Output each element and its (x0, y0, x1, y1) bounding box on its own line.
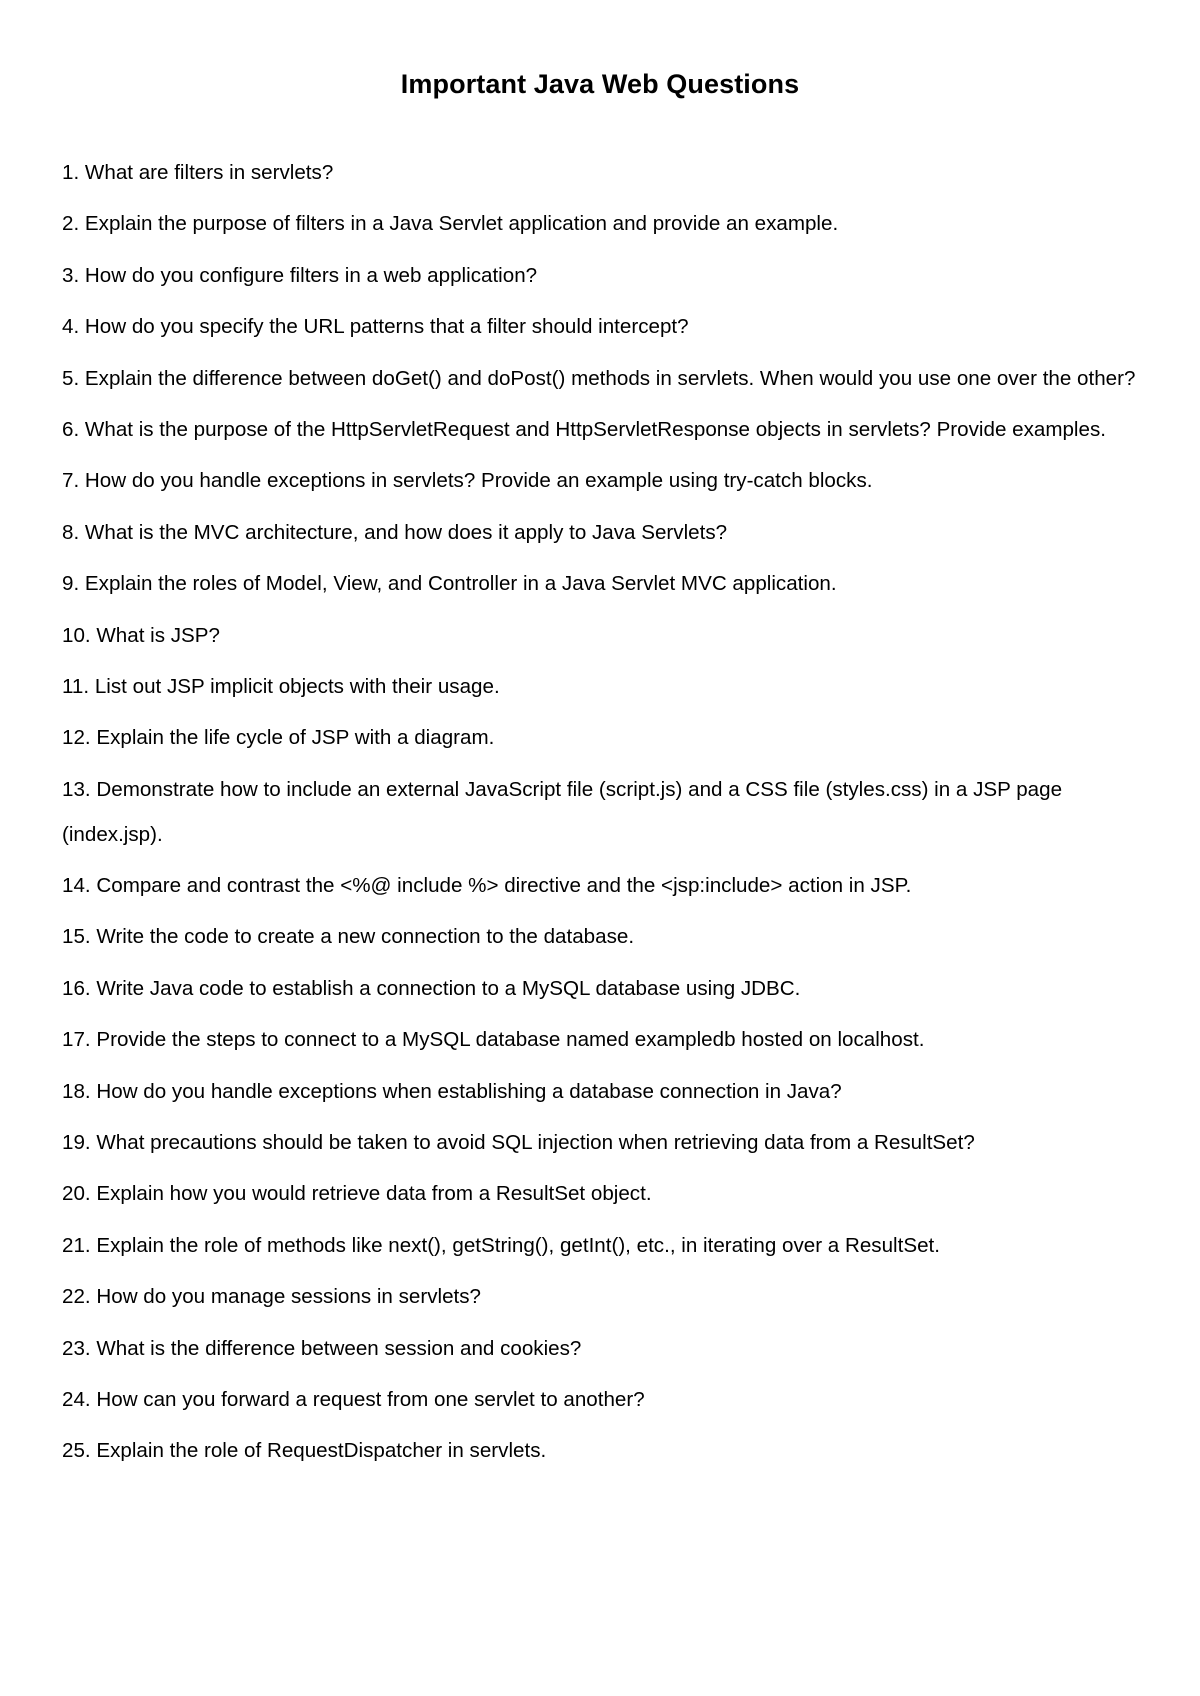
question-item (62, 914, 1142, 959)
question-text: Explain the purpose of filters in a Java Servlet application and provide an example. (84, 212, 839, 236)
question-number: 4. (62, 315, 80, 339)
question-text: What is the difference between session and cookies? (96, 1336, 582, 1360)
question-item (62, 1120, 1142, 1165)
question-item (62, 613, 1142, 658)
question-number: 15. (62, 925, 91, 949)
question-item (62, 253, 1142, 298)
question-text: Explain the life cycle of JSP with a diagram. (96, 726, 495, 750)
question-number: 7. (62, 469, 80, 493)
question-number: 24. (62, 1387, 91, 1411)
question-item (62, 664, 1142, 709)
question-number: 1. (62, 161, 80, 184)
question-item (62, 1017, 1142, 1062)
question-text: How can you forward a request from one servlet to another? (96, 1387, 645, 1411)
question-item (62, 1223, 1142, 1268)
question-item (62, 510, 1142, 555)
question-item (62, 356, 1142, 401)
question-text: Compare and contrast the <%@ include %> directive and the <jsp:include> action in JSP. (96, 874, 912, 898)
question-item (62, 201, 1142, 246)
question-number: 9. (62, 572, 80, 596)
question-number: 10. (62, 623, 91, 647)
question-number: 6. (62, 417, 80, 441)
question-text: How do you handle exceptions in servlets? Provide an example using try-catch blocks. (84, 469, 873, 493)
question-text: Write Java code to establish a connection to a MySQL database using JDBC. (96, 976, 801, 1000)
question-item (62, 407, 1142, 452)
question-text: Demonstrate how to include an external JavaScript file (script.js) and a CSS file (styles.css) in a JSP page (index.jsp). (62, 777, 1063, 846)
question-text: Explain how you would retrieve data from a ResultSet object. (96, 1182, 652, 1206)
question-number: 11. (62, 674, 90, 698)
question-item (62, 561, 1142, 606)
question-text: Provide the steps to connect to a MySQL database named exampledb hosted on localhost. (96, 1028, 925, 1052)
question-number: 8. (62, 520, 80, 544)
question-number: 13. (62, 777, 91, 801)
question-number: 2. (62, 212, 80, 236)
question-text: Explain the difference between doGet() and doPost() methods in servlets. When would you use one over the other? (84, 366, 1136, 390)
question-number: 14. (62, 874, 91, 898)
question-item (62, 1069, 1142, 1114)
question-item (62, 1326, 1142, 1371)
question-item (62, 1428, 1142, 1473)
question-number: 23. (62, 1336, 91, 1360)
question-number: 25. (62, 1439, 91, 1463)
question-text: How do you specify the URL patterns that a filter should intercept? (84, 315, 689, 339)
question-number: 20. (62, 1182, 91, 1206)
question-item (62, 1377, 1142, 1422)
question-text: List out JSP implicit objects with their usage. (94, 674, 500, 698)
question-text: How do you manage sessions in servlets? (96, 1285, 481, 1309)
question-number: 3. (62, 263, 80, 287)
question-number: 22. (62, 1285, 91, 1309)
question-number: 18. (62, 1079, 91, 1103)
question-text: Explain the role of methods like next(), getString(), getInt(), etc., in iterating over a ResultSet. (96, 1233, 940, 1257)
question-text: What is the purpose of the HttpServletRequest and HttpServletResponse objects in servlets? Provide examples. (84, 417, 1106, 441)
question-item (62, 458, 1142, 503)
question-text: Explain the roles of Model, View, and Controller in a Java Servlet MVC application. (84, 572, 837, 596)
question-item (62, 966, 1142, 1011)
question-text: Explain the role of RequestDispatcher in servlets. (96, 1439, 547, 1463)
question-text: Write the code to create a new connection to the database. (96, 925, 635, 949)
question-number: 16. (62, 976, 91, 1000)
question-number: 19. (62, 1131, 91, 1155)
question-item (62, 304, 1142, 349)
question-text: How do you configure filters in a web application? (84, 263, 538, 287)
question-number: 17. (62, 1028, 91, 1052)
question-number: 21. (62, 1233, 91, 1257)
question-number: 12. (62, 726, 91, 750)
question-item (62, 715, 1142, 760)
question-text: What precautions should be taken to avoid SQL injection when retrieving data from a ResultSet? (96, 1131, 975, 1155)
question-text: What is the MVC architecture, and how does it apply to Java Servlets? (84, 520, 728, 544)
question-list (62, 150, 1142, 1480)
question-item (62, 863, 1142, 908)
page-title: Important Java Web Questions (400, 69, 800, 99)
question-item (62, 767, 1142, 857)
question-item (62, 1274, 1142, 1319)
question-item (62, 1171, 1142, 1216)
question-number: 5. (62, 366, 80, 390)
question-text: What are filters in servlets? (84, 161, 334, 184)
question-text: What is JSP? (96, 623, 220, 647)
question-item (62, 150, 1142, 195)
question-text: How do you handle exceptions when establishing a database connection in Java? (96, 1079, 842, 1103)
